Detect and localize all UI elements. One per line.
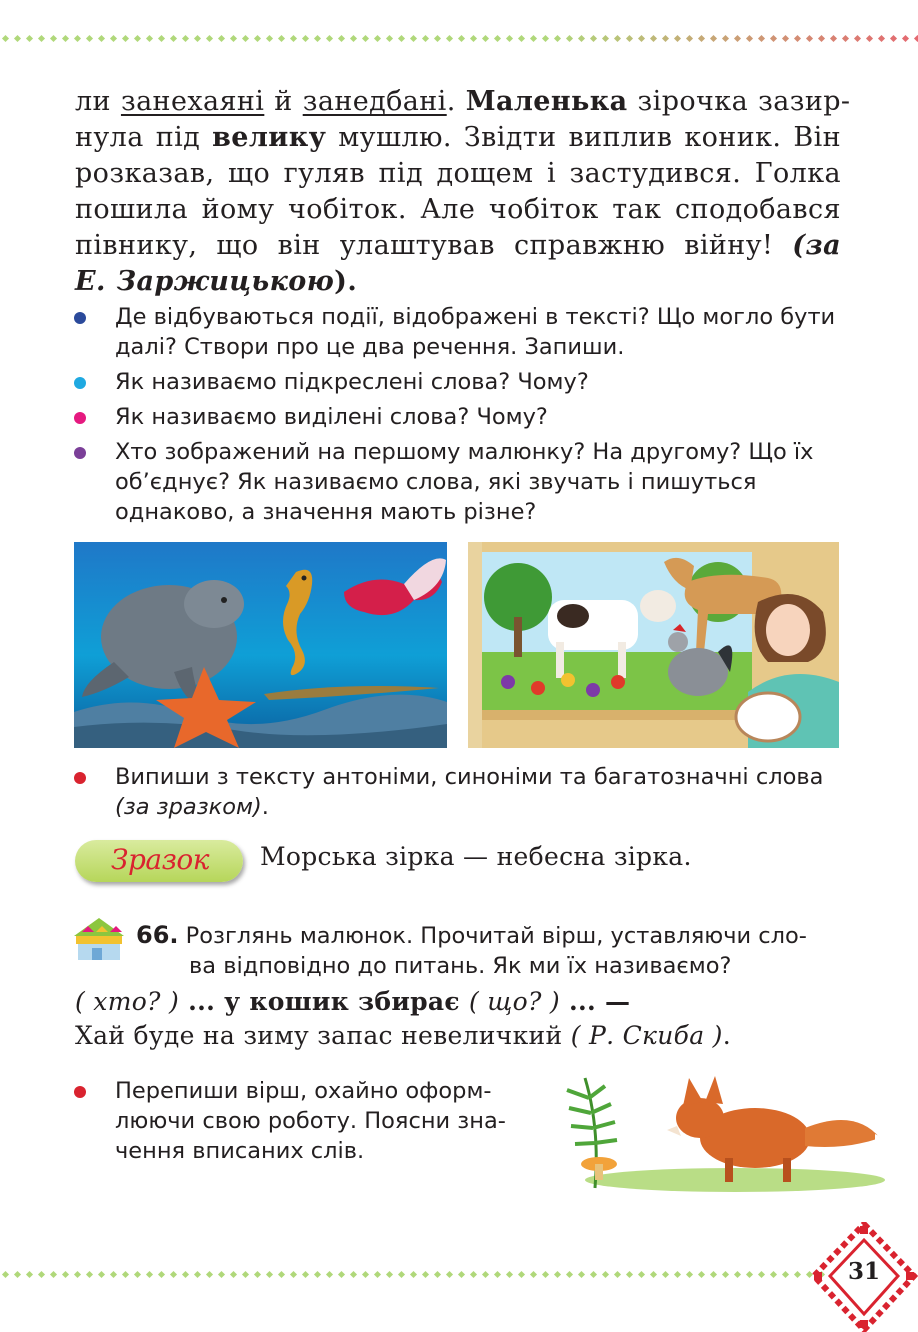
- bold-word: велику: [212, 122, 327, 153]
- list-item: Де відбуваються події, відображені в тексті? Що могло бути далі? Створи про це два речення. Запиши.: [70, 302, 842, 362]
- story-line-6: Е. Заржицькою).: [75, 266, 358, 297]
- sample-label-badge: Зразок: [75, 840, 243, 882]
- bullet-dot: [74, 412, 86, 424]
- story-line-1: ли занехаяні й занедбані. Маленька зірочка зазир-: [75, 86, 851, 117]
- list-item: Хто зображений на першому малюнку? На другому? Що їх об’єднує? Як називаємо слова, які звучать і пишуться однаково, а значення мають різне?: [70, 437, 842, 527]
- poem-line-2: Хай буде на зиму запас невеличкий ( Р. Скиба ).: [75, 1021, 731, 1050]
- farm-window-illustration: [468, 542, 839, 748]
- sea-creatures-illustration: [74, 542, 447, 748]
- sample-text: Морська зірка — небесна зірка.: [260, 842, 692, 871]
- story-line-3: розказав, що гуляв під дощем і застудився. Голка: [75, 158, 841, 189]
- underlined-word: занехаяні: [120, 86, 265, 117]
- top-ornament-border: [0, 32, 918, 46]
- fox-with-mushroom-illustration: [555, 1068, 885, 1198]
- bullet-dot: [74, 312, 86, 324]
- house-icon: [66, 916, 132, 962]
- author-attribution: ( Р. Скиба ): [570, 1021, 723, 1050]
- poem-text: [75, 985, 855, 1053]
- author-attribution: Е. Заржицькою: [75, 266, 335, 297]
- bold-word: Маленька: [465, 86, 628, 117]
- antonyms-task: Випиши з тексту антоніми, синоніми та багатозначні слова (за зразком).: [70, 762, 850, 822]
- list-item: Як називаємо підкреслені слова? Чому?: [70, 367, 842, 397]
- story-line-2: нула під велику мушлю. Звідти виплив коник. Він: [75, 122, 841, 153]
- bottom-ornament-border: [0, 1268, 830, 1282]
- story-line-5: півнику, що він улаштував справжню війну! (за: [75, 230, 841, 261]
- task-66: 66. Розглянь малюнок. Прочитай вірш, уставляючи сло- ва відповідно до питань. Як ми їх називаємо?: [136, 921, 807, 979]
- bullet-dot: [74, 447, 86, 459]
- question-list: [70, 302, 842, 532]
- bullet-dot: [74, 772, 86, 784]
- poem-line-1: ( хто? ) ... у кошик збирає ( що? ) ... —: [75, 987, 631, 1016]
- bullet-dot: [74, 377, 86, 389]
- list-item: Як називаємо виділені слова? Чому?: [70, 402, 842, 432]
- story-line-4: пошила йому чобіток. Але чобіток так сподобався: [75, 194, 841, 225]
- rewrite-task: Перепиши вірш, охайно оформ- люючи свою роботу. Поясни зна- чення вписаних слів.: [70, 1076, 540, 1166]
- bullet-dot: [74, 1086, 86, 1098]
- fox-figure: [667, 1076, 880, 1182]
- underlined-word: занедбані: [302, 86, 447, 117]
- story-text: [75, 84, 851, 300]
- fern-figure: [567, 1078, 617, 1188]
- page-number: 31: [847, 1258, 880, 1285]
- task-number: 66.: [136, 921, 179, 949]
